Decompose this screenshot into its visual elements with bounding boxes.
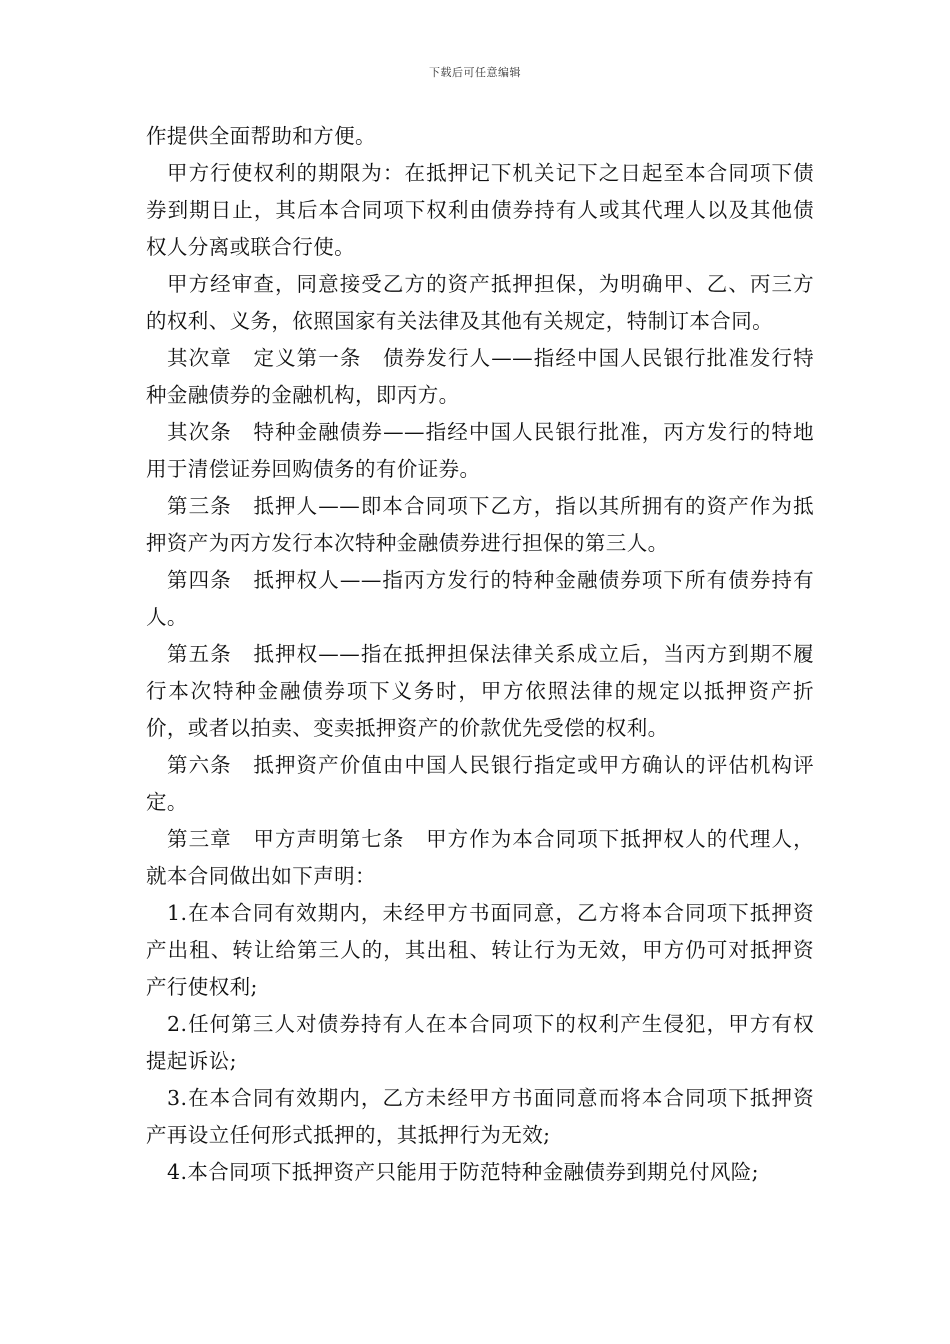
paragraph: 甲方行使权利的期限为：在抵押记下机关记下之日起至本合同项下债券到期日止，其后本合同项下权利由债券持有人或其代理人以及其他债权人分离或联合行使。 — [146, 161, 814, 259]
paragraph: 作提供全面帮助和方便。 — [146, 124, 376, 148]
list-item: 3.在本合同有效期内，乙方未经甲方书面同意而将本合同项下抵押资产再设立任何形式抵押的，其抵押行为无效; — [146, 1086, 814, 1147]
paragraph: 第三章 甲方声明第七条 甲方作为本合同项下抵押权人的代理人，就本合同做出如下声明： — [146, 827, 814, 888]
page-header-note: 下载后可任意编辑 — [429, 66, 521, 79]
paragraph: 甲方经审查，同意接受乙方的资产抵押担保，为明确甲、乙、丙三方的权利、义务，依照国家有关法律及其他有关规定，特制订本合同。 — [146, 272, 814, 333]
paragraph: 第六条 抵押资产价值由中国人民银行指定或甲方确认的评估机构评定。 — [146, 753, 814, 814]
paragraph: 其次章 定义第一条 债券发行人——指经中国人民银行批准发行特种金融债券的金融机构，即丙方。 — [146, 346, 814, 407]
paragraph: 第五条 抵押权——指在抵押担保法律关系成立后，当丙方到期不履行本次特种金融债券项下义务时，甲方依照法律的规定以抵押资产折价，或者以拍卖、变卖抵押资产的价款优先受偿的权利。 — [146, 642, 814, 740]
paragraph: 第四条 抵押权人——指丙方发行的特种金融债券项下所有债券持有人。 — [146, 568, 814, 629]
list-item: 4.本合同项下抵押资产只能用于防范特种金融债券到期兑付风险; — [167, 1160, 759, 1184]
document-body — [146, 118, 814, 1191]
paragraph: 其次条 特种金融债券——指经中国人民银行批准，丙方发行的特地用于清偿证券回购债务的有价证券。 — [146, 420, 814, 481]
paragraph: 第三条 抵押人——即本合同项下乙方，指以其所拥有的资产作为抵押资产为丙方发行本次特种金融债券进行担保的第三人。 — [146, 494, 814, 555]
list-item: 2.任何第三人对债券持有人在本合同项下的权利产生侵犯，甲方有权提起诉讼; — [146, 1012, 814, 1073]
list-item: 1.在本合同有效期内，未经甲方书面同意，乙方将本合同项下抵押资产出租、转让给第三人的，其出租、转让行为无效，甲方仍可对抵押资产行使权利; — [146, 901, 814, 999]
